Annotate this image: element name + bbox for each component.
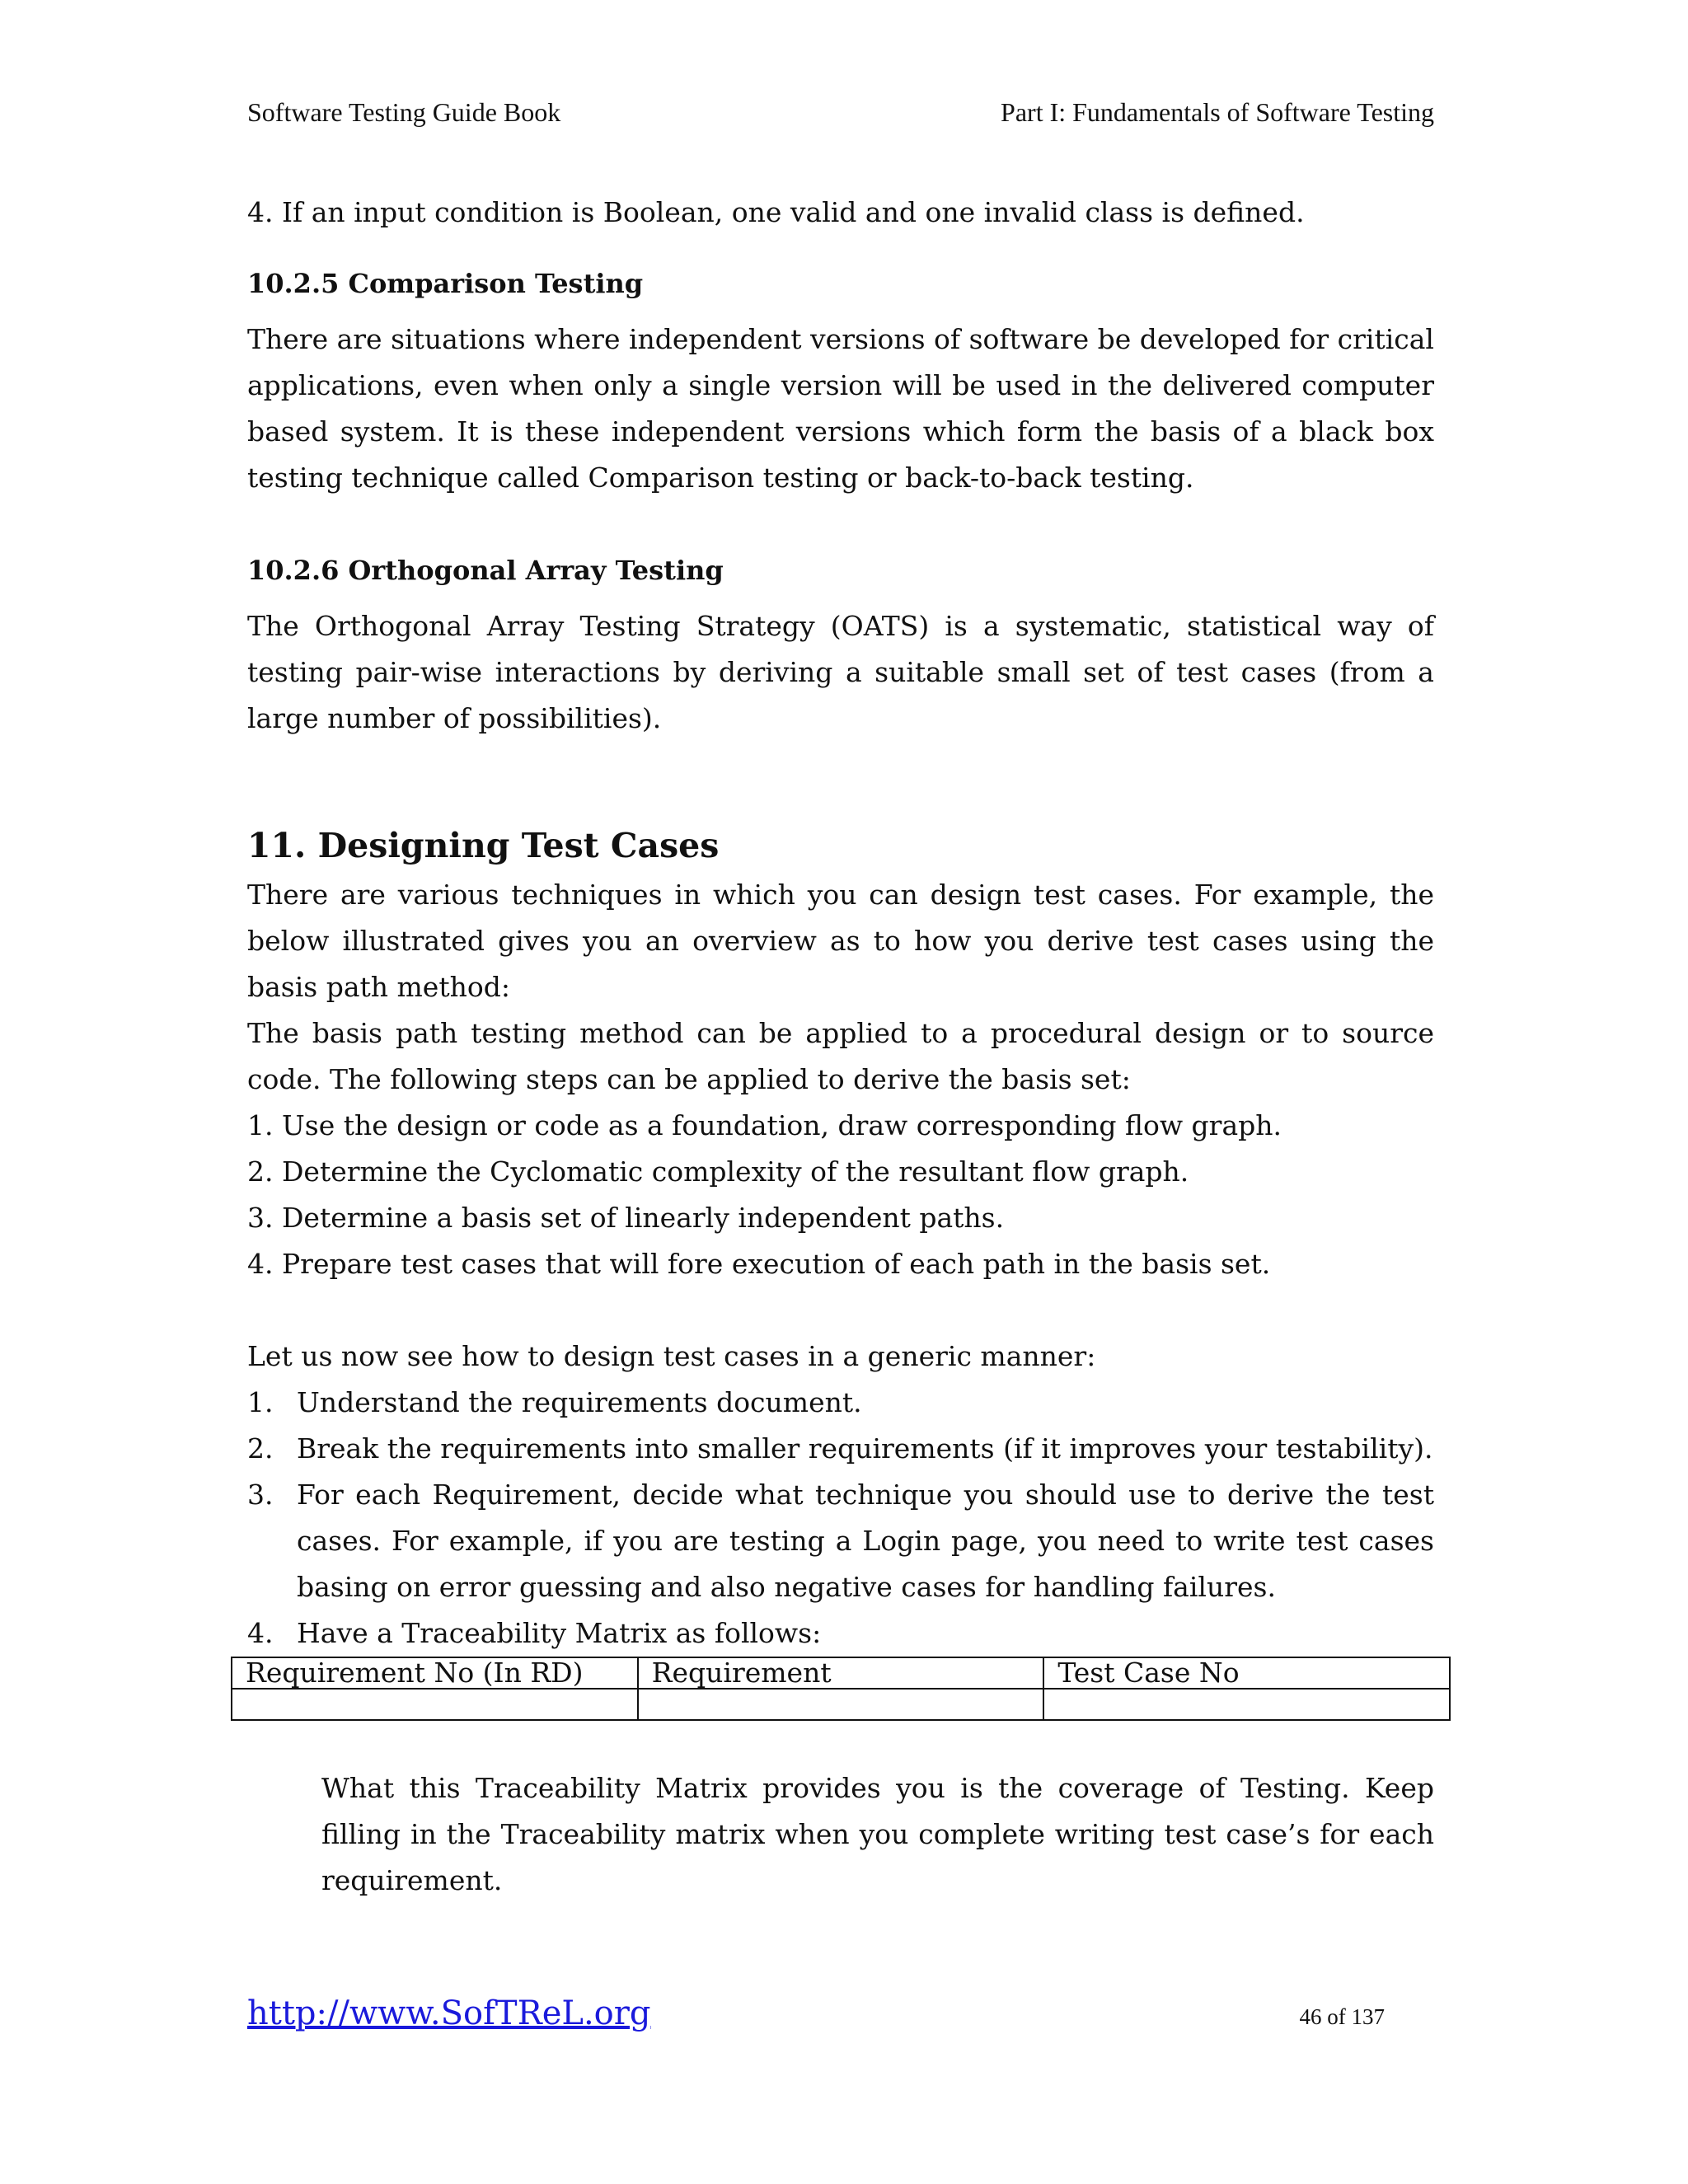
- section-1025-body: There are situations where independent versions of software be developed for critical applications, even when only a single version will be used in the delivered computer based system. It is these independent versions which form the basis of a black box testing technique called Comparison testing or back-to-back testing.: [247, 323, 1434, 494]
- table-row: [232, 1689, 1450, 1720]
- table-cell: [638, 1689, 1044, 1720]
- basis-step: 1. Use the design or code as a foundation, draw corresponding flow graph.: [247, 1109, 1282, 1141]
- table-header-cell: Requirement: [638, 1657, 1044, 1689]
- generic-step-number: 3.: [247, 1479, 274, 1511]
- header-book-title: Software Testing Guide Book: [247, 97, 561, 127]
- page-number: 46 of 137: [1299, 2004, 1385, 2029]
- generic-step-text: For each Requirement, decide what technique you should use to derive the test cases. For example, if you are testing a Login page, you need to write test cases basing on error guessing and also negative cases for handling failures.: [297, 1479, 1434, 1603]
- generic-step-number: 2.: [247, 1432, 274, 1465]
- section-1025-heading: 10.2.5 Comparison Testing: [247, 268, 644, 299]
- table-cell: [1043, 1689, 1450, 1720]
- basis-step: 2. Determine the Cyclomatic complexity of the resultant flow graph.: [247, 1155, 1189, 1188]
- generic-step-number: 1.: [247, 1386, 274, 1418]
- table-header-cell: Test Case No: [1043, 1657, 1450, 1689]
- header-part-title: Part I: Fundamentals of Software Testing: [1001, 97, 1434, 127]
- generic-step-text: Have a Traceability Matrix as follows:: [297, 1617, 822, 1649]
- generic-step-text: Break the requirements into smaller requirements (if it improves your testability).: [297, 1432, 1433, 1465]
- basis-path-intro: The basis path testing method can be applied to a procedural design or to source code. The following steps can be applied to derive the basis set:: [247, 1017, 1434, 1095]
- section-11-heading: 11. Designing Test Cases: [247, 826, 720, 865]
- table-header-cell: Requirement No (In RD): [232, 1657, 638, 1689]
- basis-steps-list: [247, 1103, 1434, 1287]
- generic-step: [247, 1380, 1434, 1426]
- generic-design-intro: Let us now see how to design test cases in a generic manner:: [247, 1340, 1096, 1372]
- generic-step-number: 4.: [247, 1617, 274, 1649]
- page-content: [247, 190, 1434, 1904]
- page-footer: [247, 1994, 1385, 2032]
- generic-step: [247, 1610, 1434, 1657]
- generic-step-text: Understand the requirements document.: [297, 1386, 862, 1418]
- traceability-matrix-table: [231, 1657, 1451, 1721]
- page-header: [247, 97, 1434, 128]
- table-header-row: [232, 1657, 1450, 1689]
- website-link[interactable]: http://www.SofTReL.org: [247, 1994, 651, 2032]
- section-1026-body: The Orthogonal Array Testing Strategy (OATS) is a systematic, statistical way of testing pair-wise interactions by deriving a suitable small set of test cases (from a large number of possibilities).: [247, 610, 1434, 734]
- section-1026-heading: 10.2.6 Orthogonal Array Testing: [247, 555, 724, 586]
- table-cell: [232, 1689, 638, 1720]
- basis-step: 4. Prepare test cases that will fore execution of each path in the basis set.: [247, 1248, 1271, 1280]
- traceability-note: What this Traceability Matrix provides you is the coverage of Testing. Keep filling in the Traceability matrix when you complete writing test case’s for each requirement.: [321, 1772, 1434, 1896]
- basis-step: 3. Determine a basis set of linearly independent paths.: [247, 1202, 1005, 1234]
- intro-list-item: 4. If an input condition is Boolean, one valid and one invalid class is defined.: [247, 196, 1305, 228]
- generic-step: [247, 1426, 1434, 1472]
- section-11-intro: There are various techniques in which you can design test cases. For example, the below illustrated gives you an overview as to how you derive test cases using the basis path method:: [247, 879, 1434, 1003]
- generic-step: [247, 1472, 1434, 1610]
- generic-steps-list: [247, 1380, 1434, 1657]
